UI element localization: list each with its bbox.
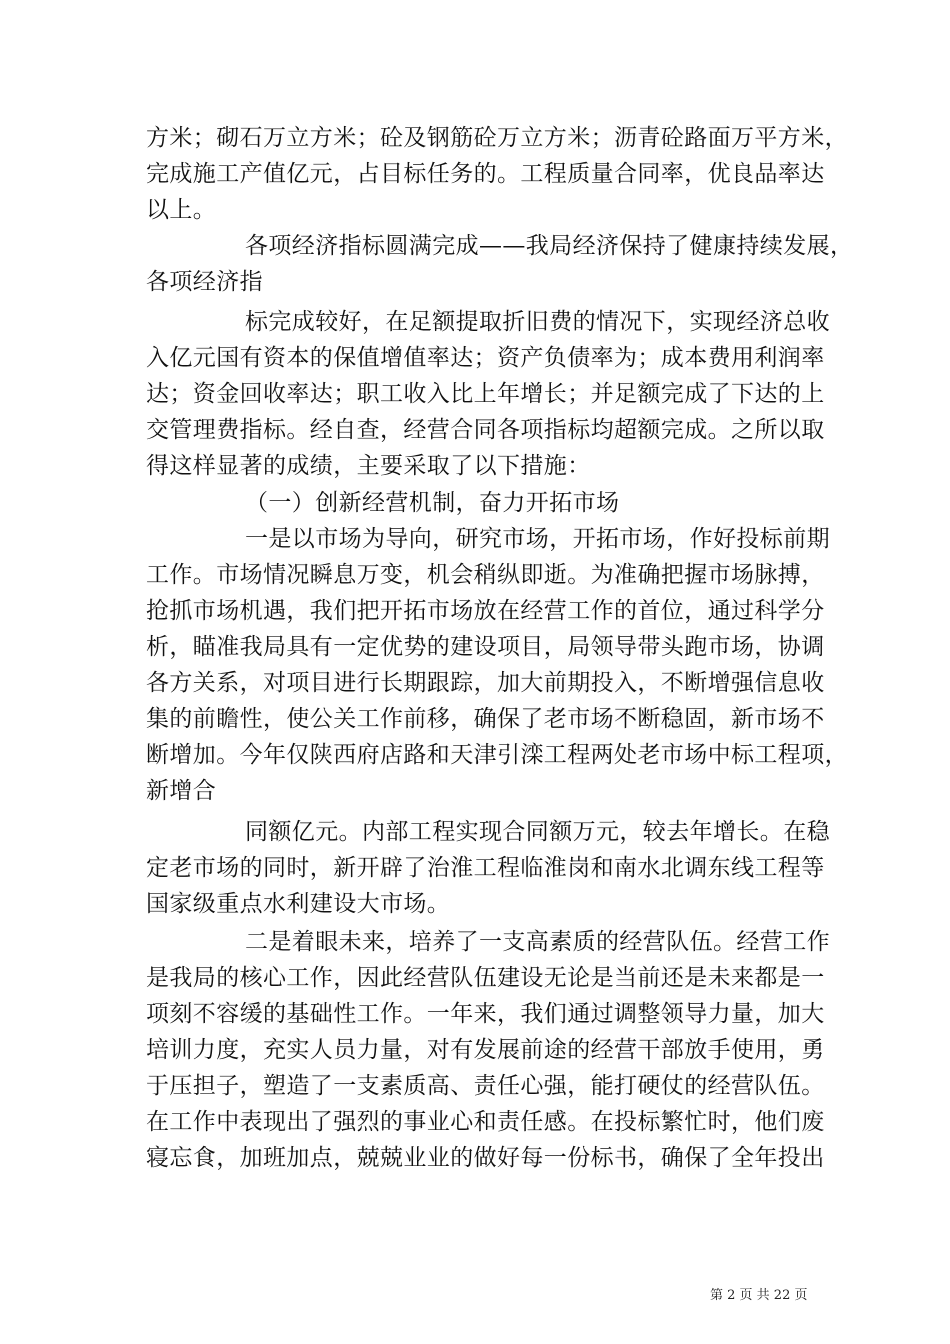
text-line: 国家级重点水利建设大市场。 — [146, 891, 451, 917]
page-number: 第 2 页 共 22 页 — [710, 1288, 808, 1303]
text-line: 各方关系，对项目进行长期跟踪，加大前期投入，不断增强信息收 — [146, 670, 825, 696]
paragraph-start-line: 各项经济指标圆满完成——我局经济保持了健康持续发展， — [245, 233, 854, 259]
text-line: 断增加。今年仅陕西府店路和天津引滦工程两处老市场中标工程项， — [146, 742, 848, 768]
text-line: 交管理费指标。经自查，经营合同各项指标均超额完成。之所以取 — [146, 417, 825, 443]
text-line: 定老市场的同时，新开辟了治淮工程临淮岗和南水北调东线工程等 — [146, 855, 825, 881]
text-line: 方米；砌石万立方米；砼及钢筋砼万立方米；沥青砼路面万平方米， — [146, 125, 848, 151]
paragraph-start-line: 二是着眼未来，培养了一支高素质的经营队伍。经营工作 — [245, 929, 830, 955]
text-line: 析，瞄准我局具有一定优势的建设项目，局领导带头跑市场，协调 — [146, 634, 825, 660]
text-line: 是我局的核心工作，因此经营队伍建设无论是当前还是未来都是一 — [146, 965, 825, 991]
text-line: 工作。市场情况瞬息万变，机会稍纵即逝。为准确把握市场脉搏， — [146, 562, 825, 588]
text-line: 抢抓市场机遇，我们把开拓市场放在经营工作的首位，通过科学分 — [146, 598, 825, 624]
text-line: 培训力度，充实人员力量，对有发展前途的经营干部放手使用，勇 — [146, 1037, 825, 1063]
text-line: 寝忘食，加班加点，兢兢业业的做好每一份标书，确保了全年投出 — [146, 1145, 825, 1171]
text-line: 项刻不容缓的基础性工作。一年来，我们通过调整领导力量，加大 — [146, 1001, 825, 1027]
paragraph-start-line: 一是以市场为导向，研究市场，开拓市场，作好投标前期 — [245, 526, 830, 552]
paragraph-start-line: 同额亿元。内部工程实现合同额万元，较去年增长。在稳 — [245, 819, 830, 845]
text-line: 完成施工产值亿元，占目标任务的。工程质量合同率，优良品率达 — [146, 161, 825, 187]
text-line: 于压担子，塑造了一支素质高、责任心强，能打硬仗的经营队伍。 — [146, 1073, 825, 1099]
text-line: 达；资金回收率达；职工收入比上年增长；并足额完成了下达的上 — [146, 381, 825, 407]
text-line: 以上。 — [146, 197, 217, 223]
text-line: 在工作中表现出了强烈的事业心和责任感。在投标繁忙时，他们废 — [146, 1109, 825, 1135]
text-line: 入亿元国有资本的保值增值率达；资产负债率为；成本费用利润率 — [146, 345, 825, 371]
paragraph-start-line: 标完成较好，在足额提取折旧费的情况下，实现经济总收 — [245, 309, 830, 335]
text-line: 得这样显著的成绩，主要采取了以下措施： — [146, 453, 591, 479]
text-line: 各项经济指 — [146, 269, 263, 295]
text-line: 集的前瞻性，使公关工作前移，确保了老市场不断稳固，新市场不 — [146, 706, 825, 732]
section-heading: （一）创新经营机制，奋力开拓市场 — [245, 490, 620, 516]
text-line: 新增合 — [146, 778, 217, 804]
